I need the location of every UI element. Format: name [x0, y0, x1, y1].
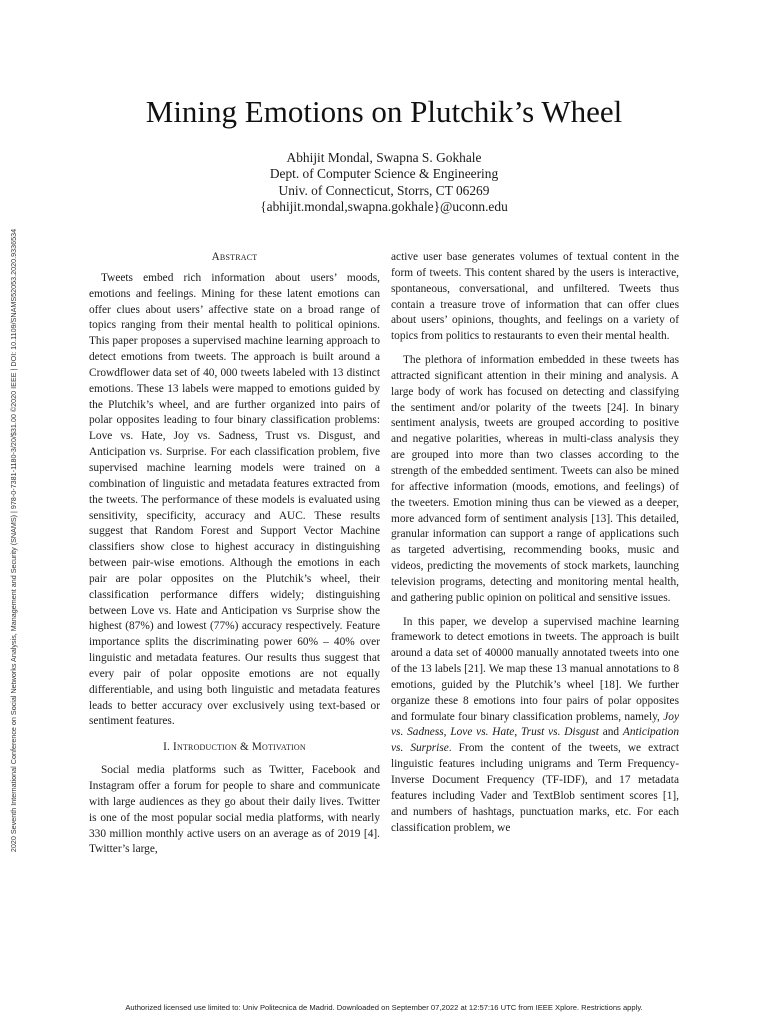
right-column: [391, 250, 679, 836]
author-email: {abhijit.mondal,swapna.gokhale}@uconn.edu: [260, 198, 508, 214]
license-footer: Authorized licensed use limited to: Univ Politecnica de Madrid. Downloaded on September 07,2022 at 12:57:16 UTC from IEEE Xplore. Restrictions apply.: [125, 1003, 643, 1012]
intro-paragraph-2: The plethora of information embedded in these tweets has attracted significant attention in their mining and analysis. A large body of work has focused on detecting and classifying the sentiment and/or polarity of the tweets [24]. In binary sentiment analysis, tweets are grouped according to positive and negative polarities, whereas in multi-class analysis they are grouped into more than two classes according to the strength of the embedded sentiment. Tweets can also be mined for affective information (moods, emotions, and feelings) of the tweeters. Emotion mining thus can be viewed as a deeper, more advanced form of sentiment analysis [13]. This detailed, granular information can support a range of applications such as targeted advertising, recommending books, music and videos, predicting the movements of stock markets, launching television programs, detecting and monitoring mental health, and gathering public opinion on political and sensitive issues.: [391, 354, 679, 604]
separator-1: ,: [443, 726, 451, 739]
pair-joy-sadness: Joy vs. Sadness: [391, 710, 679, 739]
intro-paragraph-1: Social media platforms such as Twitter, Facebook and Instagram offer a forum for people to share and communicate with large audiences as they go about their daily lives. Twitter is one of the most popular social media platforms, with nearly 330 million monthly active users on an average as of 2019 [4]. Twitter’s large,: [89, 764, 380, 856]
intro-paragraph-1-continued: active user base generates volumes of textual content in the form of tweets. This content shared by the users is interactive, spontaneous, conversational, and unfiltered. Tweets thus contain a treasure trove of information that can offer clues about users’ opinions, thoughts, and feelings on a variety of topics from politics to restaurants to even their mental health.: [391, 251, 679, 343]
left-column: [89, 250, 380, 858]
intro-paragraph-3-part-b: . From the content of the tweets, we extract linguistic features including unigrams and Term Frequency-Inverse Document Frequency (TF-IDF), and 17 metadata features including Vader and TextBlob sentiment scores [1], and numbers of hashtags, punctuation marks, etc. For each classification problem, we: [391, 742, 679, 834]
pair-anticipation-surprise: Anticipation vs. Surprise: [391, 726, 680, 755]
separator-2: ,: [514, 726, 521, 739]
intro-paragraph-3: [391, 615, 679, 837]
pair-love-hate: Love vs. Hate: [450, 726, 515, 739]
intro-paragraph-3-part-a: In this paper, we develop a supervised machine learning framework to detect emotions in tweets. The approach is built around a data set of 40000 manually annotated tweets into one of the 13 labels [21]. We map these 13 manual annotations to 8 emotions, guided by the Plutchik’s wheel [18]. We further organize these 8 emotions into four pairs of polar opposites and formulate four binary classification problems, namely,: [391, 615, 679, 723]
abstract-text: Tweets embed rich information about users’ moods, emotions and feelings. Mining for these latent emotions can offer clues about users’ affective state on a broad range of topics ranging from their mental health to political opinions. This paper proposes a supervised machine learning approach to detect emotions from tweets. The approach is built around a Crowdflower data set of 40, 000 tweets labeled with 13 distinct emotions. These 13 labels were mapped to emotions guided by the Plutchik’s wheel, and are further organized into pairs of polar opposites leading to four binary classification problems: Love vs. Hate, Joy vs. Sadness, Trust vs. Disgust, and Anticipation vs. Surprise. For each classification problem, five supervised machine learning models were trained on a combination of linguistic and metadata features extracted from the tweets. The performance of these models is evaluated using sensitivity, specificity, accuracy and AUC. These results suggest that Random Forest and Support Vector Machine classifiers show close to highest accuracy in distinguishing between pair-wise emotions. Although the emotions in each pair are polar opposites on the Plutchik’s wheel, their classification performance differs widely; distinguishing between Love vs. Hate and Anticipation vs Surprise show the highest (87%) and lowest (77%) accuracy respectively. Feature importance splits the discriminating power 60% – 40% over linguistic and metadata features. Our results thus suggest that every pair of polar opposite emotions are not equally differentiable, and using both linguistic and metadata features leads to better accuracy over exclusively using text-based or sentiment features.: [89, 271, 380, 728]
side-identifier: [8, 130, 20, 950]
intro-heading: I. Introduction & Motivation: [163, 741, 306, 754]
paper-title: Mining Emotions on Plutchik’s Wheel: [145, 94, 623, 129]
author-names: Abhijit Mondal, Swapna S. Gokhale: [286, 150, 482, 165]
pair-trust-disgust: Trust vs. Disgust: [520, 726, 599, 739]
separator-3: and: [598, 726, 623, 739]
author-block: [0, 150, 768, 215]
abstract-heading: Abstract: [211, 251, 258, 263]
author-department: Dept. of Computer Science & Engineering: [269, 166, 499, 182]
side-identifier-text: 2020 Seventh International Conference on Social Networks Analysis, Management and Security (SNAMS) | 978-0-7381-1180-3/20/$31.00 ©2020 IEEE | DOI: 10.1109/SNAMS52053.2020.9336534: [9, 228, 19, 852]
author-university: Univ. of Connecticut, Storrs, CT 06269: [278, 182, 490, 198]
